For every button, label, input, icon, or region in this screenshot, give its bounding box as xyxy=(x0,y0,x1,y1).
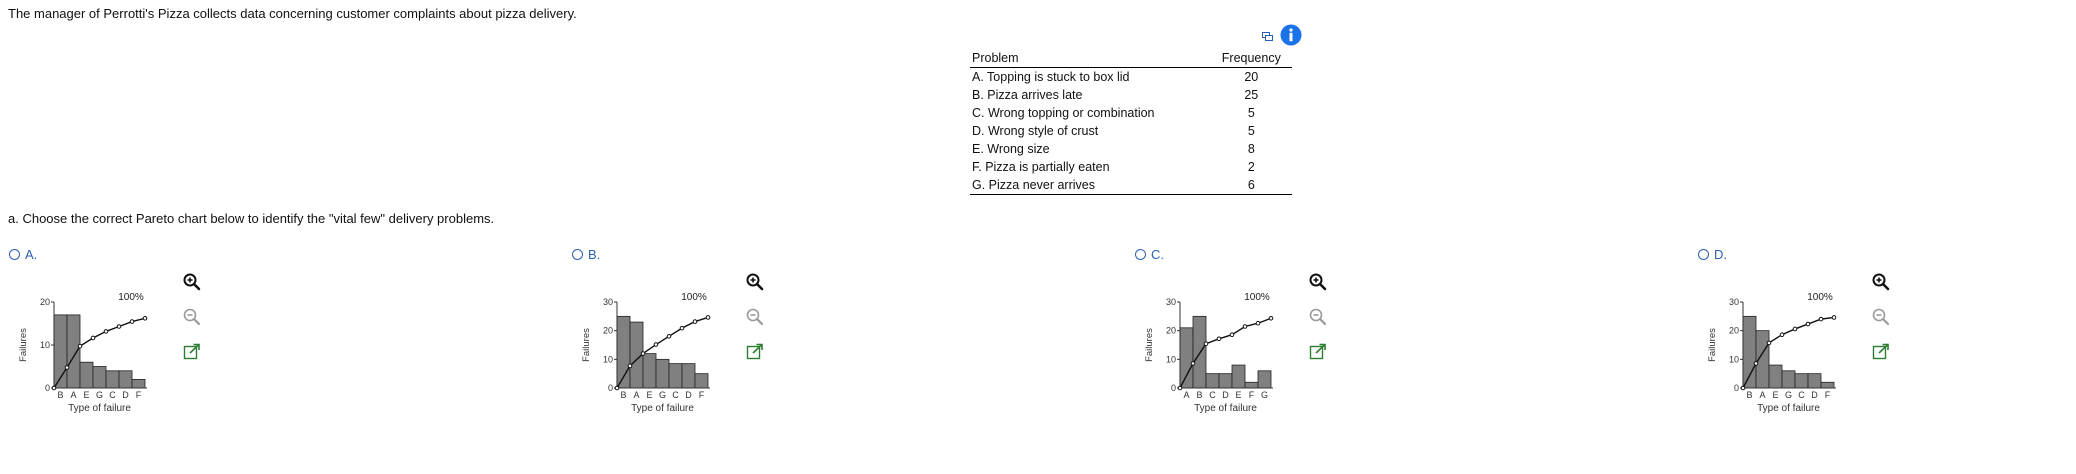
header-frequency: Frequency xyxy=(1211,49,1292,68)
option-b-label[interactable] xyxy=(572,247,600,262)
frequency-cell: 2 xyxy=(1247,160,1255,174)
copy-icon[interactable] xyxy=(1262,29,1274,47)
pareto-chart-d xyxy=(1698,280,1868,425)
bar xyxy=(1180,328,1193,388)
question-text: a. Choose the correct Pareto chart below to identify the "vital few" delivery problems. xyxy=(8,211,495,226)
option-d-radio[interactable] xyxy=(1698,249,1709,260)
option-d-label[interactable] xyxy=(1698,247,1727,262)
cumulative-point xyxy=(1217,337,1221,341)
option-c-radio[interactable] xyxy=(1135,249,1146,260)
zoom-out-icon[interactable] xyxy=(744,306,766,328)
bar xyxy=(1821,382,1834,388)
bar xyxy=(1808,374,1821,388)
option-b xyxy=(572,247,812,427)
y-tick-label: 10 xyxy=(1165,354,1176,365)
cumulative-point xyxy=(1191,362,1195,366)
x-tick-label: B xyxy=(57,390,64,400)
cumulative-point xyxy=(1269,317,1273,321)
x-tick-label: G xyxy=(95,390,104,400)
x-tick-label: C xyxy=(1209,390,1216,400)
pareto-chart-c xyxy=(1135,280,1305,425)
percent-annotation: 100% xyxy=(1807,292,1833,303)
x-tick-label: B xyxy=(620,390,627,400)
cumulative-point xyxy=(706,316,710,320)
cumulative-point xyxy=(693,320,697,324)
cumulative-point xyxy=(654,343,658,347)
x-tick-label: F xyxy=(698,390,705,400)
table-row xyxy=(970,68,1292,87)
problem-cell: D. Wrong style of crust xyxy=(972,124,1099,138)
zoom-out-icon[interactable] xyxy=(1307,306,1329,328)
frequency-cell: 20 xyxy=(1244,70,1259,84)
x-axis-label: Type of failure xyxy=(1194,403,1257,414)
x-tick-label: G xyxy=(658,390,667,400)
info-icon[interactable] xyxy=(1280,24,1302,51)
cumulative-point xyxy=(52,386,56,390)
cumulative-point xyxy=(1741,386,1745,390)
problem-cell: C. Wrong topping or combination xyxy=(972,106,1155,120)
popout-icon[interactable] xyxy=(744,341,766,363)
x-tick-label: A xyxy=(1183,390,1190,400)
option-a xyxy=(9,247,249,427)
cumulative-point xyxy=(91,336,95,340)
bar xyxy=(93,367,106,389)
cumulative-point xyxy=(65,366,69,370)
y-tick-label: 0 xyxy=(44,383,50,393)
percent-annotation: 100% xyxy=(1244,292,1270,303)
popout-icon[interactable] xyxy=(1870,341,1892,363)
cumulative-point xyxy=(615,386,619,390)
option-d xyxy=(1698,247,1938,427)
frequency-cell: 8 xyxy=(1247,142,1255,156)
option-label-text: C. xyxy=(1151,247,1164,262)
x-tick-label: A xyxy=(1759,390,1766,400)
option-c-label[interactable] xyxy=(1135,247,1164,262)
table-row xyxy=(970,104,1292,122)
pareto-chart-b xyxy=(572,280,742,425)
x-tick-label: C xyxy=(1798,390,1805,400)
option-b-radio[interactable] xyxy=(572,249,583,260)
bar xyxy=(132,379,145,388)
x-tick-label: G xyxy=(1260,390,1269,400)
cumulative-point xyxy=(104,330,108,334)
option-label-text: D. xyxy=(1714,247,1727,262)
y-tick-label: 10 xyxy=(602,354,613,365)
x-tick-label: D xyxy=(1811,390,1818,400)
zoom-in-icon[interactable] xyxy=(1870,271,1892,293)
x-tick-label: D xyxy=(685,390,692,400)
bar xyxy=(119,371,132,388)
frequency-cell: 5 xyxy=(1247,124,1255,138)
cumulative-point xyxy=(1793,327,1797,331)
cumulative-point xyxy=(1178,386,1182,390)
zoom-out-icon[interactable] xyxy=(181,306,203,328)
cumulative-point xyxy=(1832,316,1836,320)
cumulative-point xyxy=(1204,342,1208,346)
y-axis-label: Failures xyxy=(1707,328,1718,362)
y-tick-label: 0 xyxy=(607,383,613,393)
frequency-cell: 25 xyxy=(1244,88,1259,102)
x-tick-label: E xyxy=(1772,390,1779,400)
y-tick-label: 0 xyxy=(1733,383,1739,393)
bar xyxy=(656,359,669,388)
bar xyxy=(67,315,80,388)
bar xyxy=(1219,374,1232,388)
y-tick-label: 20 xyxy=(39,297,50,307)
popout-icon[interactable] xyxy=(181,341,203,363)
y-axis-label: Failures xyxy=(18,328,29,362)
bar xyxy=(1232,365,1245,388)
cumulative-point xyxy=(680,326,684,330)
problem-cell: F. Pizza is partially eaten xyxy=(972,160,1110,174)
bar xyxy=(80,362,93,388)
option-a-radio[interactable] xyxy=(9,249,20,260)
popout-icon[interactable] xyxy=(1307,341,1329,363)
percent-annotation: 100% xyxy=(681,292,707,303)
x-tick-label: F xyxy=(1248,390,1255,400)
table-row xyxy=(970,86,1292,104)
bar xyxy=(1769,365,1782,388)
frequency-cell: 6 xyxy=(1211,176,1292,195)
bar xyxy=(669,364,682,388)
zoom-in-icon[interactable] xyxy=(181,271,203,293)
y-tick-label: 10 xyxy=(1728,354,1739,365)
chart-tools xyxy=(744,271,766,363)
option-label-text: A. xyxy=(25,247,38,262)
table-row xyxy=(970,140,1292,158)
problem-cell: E. Wrong size xyxy=(972,142,1050,156)
bar xyxy=(643,354,656,388)
x-tick-label: A xyxy=(70,390,77,400)
cumulative-point xyxy=(1806,322,1810,326)
y-tick-label: 20 xyxy=(1728,325,1739,336)
table-row xyxy=(970,122,1292,140)
option-a-label[interactable] xyxy=(9,247,37,262)
x-tick-label: E xyxy=(1235,390,1242,400)
table-row xyxy=(970,158,1292,176)
chart-tools xyxy=(1870,271,1892,363)
cumulative-point xyxy=(1819,317,1823,321)
y-tick-label: 20 xyxy=(602,325,613,336)
cumulative-point xyxy=(130,320,134,324)
cumulative-point xyxy=(117,325,121,329)
problem-cell: B. Pizza arrives late xyxy=(972,88,1083,102)
problem-cell: G. Pizza never arrives xyxy=(970,176,1211,195)
cumulative-point xyxy=(1230,333,1234,337)
bar xyxy=(1245,382,1258,388)
y-axis-label: Failures xyxy=(1144,328,1155,362)
bar xyxy=(1258,371,1271,388)
x-axis-label: Type of failure xyxy=(68,403,131,414)
percent-annotation: 100% xyxy=(118,292,144,303)
y-tick-label: 10 xyxy=(39,340,50,350)
cumulative-point xyxy=(143,317,147,321)
y-tick-label: 30 xyxy=(1728,297,1739,307)
x-axis-label: Type of failure xyxy=(631,403,694,414)
table-row xyxy=(970,176,1292,195)
x-tick-label: C xyxy=(109,390,116,400)
zoom-in-icon[interactable] xyxy=(744,271,766,293)
option-label-text: B. xyxy=(588,247,601,262)
y-tick-label: 0 xyxy=(1170,383,1176,393)
x-tick-label: G xyxy=(1784,390,1793,400)
bar xyxy=(106,371,119,388)
cumulative-point xyxy=(1754,362,1758,366)
x-tick-label: E xyxy=(83,390,90,400)
cumulative-point xyxy=(1780,333,1784,337)
cumulative-point xyxy=(78,344,82,348)
x-tick-label: B xyxy=(1746,390,1753,400)
chart-tools xyxy=(1307,271,1329,363)
table-icons xyxy=(1262,24,1302,51)
cumulative-point xyxy=(667,335,671,339)
y-tick-label: 20 xyxy=(1165,325,1176,336)
cumulative-point xyxy=(1256,321,1260,325)
y-tick-label: 30 xyxy=(602,297,613,307)
x-tick-label: A xyxy=(633,390,640,400)
x-tick-label: D xyxy=(1222,390,1229,400)
x-tick-label: D xyxy=(122,390,129,400)
bar xyxy=(1193,316,1206,388)
x-tick-label: F xyxy=(1824,390,1831,400)
bar xyxy=(1743,316,1756,388)
bar xyxy=(1206,374,1219,388)
bar xyxy=(695,374,708,388)
x-axis-label: Type of failure xyxy=(1757,403,1820,414)
x-tick-label: B xyxy=(1196,390,1203,400)
bar xyxy=(682,364,695,388)
cumulative-point xyxy=(1243,325,1247,329)
bar xyxy=(1782,371,1795,388)
problem-cell: A. Topping is stuck to box lid xyxy=(972,70,1130,84)
chart-tools xyxy=(181,271,203,363)
frequency-cell: 5 xyxy=(1247,106,1255,120)
bar xyxy=(1795,374,1808,388)
option-c xyxy=(1135,247,1375,427)
pareto-chart-a xyxy=(9,280,179,425)
cumulative-point xyxy=(1767,341,1771,345)
y-axis-label: Failures xyxy=(581,328,592,362)
cumulative-point xyxy=(641,352,645,356)
zoom-in-icon[interactable] xyxy=(1307,271,1329,293)
x-tick-label: E xyxy=(646,390,653,400)
frequency-table xyxy=(970,49,1292,195)
header-problem: Problem xyxy=(970,49,1211,68)
cumulative-point xyxy=(628,364,632,368)
x-tick-label: F xyxy=(135,390,142,400)
y-tick-label: 30 xyxy=(1165,297,1176,307)
zoom-out-icon[interactable] xyxy=(1870,306,1892,328)
x-tick-label: C xyxy=(672,390,679,400)
intro-text: The manager of Perrotti's Pizza collects data concerning customer complaints about pizza delivery. xyxy=(8,6,577,21)
